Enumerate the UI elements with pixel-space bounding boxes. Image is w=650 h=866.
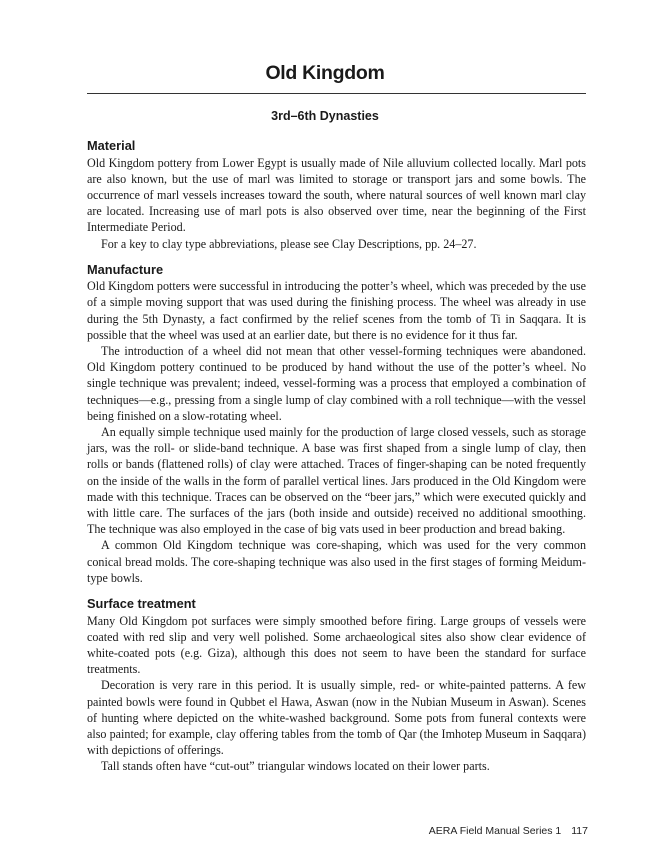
section-heading: Manufacture [87,261,164,277]
page-footer [429,825,588,837]
paragraph: Old Kingdom potters were successful in introducing the potter’s wheel, which was preceded by the use of a simple moving support that was used during the finishing process. The wheel was already in use during the 5th Dynasty, a fact confirmed by the relief scenes from the tomb of Ti in Saqqara. It is possible that the wheel was used at an earlier date, but there is no evidence for it thus far. [87,279,586,342]
paragraph: The introduction of a wheel did not mean that other vessel-forming techniques were abandoned. Old Kingdom pottery continued to be produced by hand without the use of the potter’s wheel. No single technique was prevalent; indeed, vessel-forming was a process that employed a combination of techniques—e.g., pressing from a single lump of clay combined with a roll technique—with the vessel being finished on a slow-rotating wheel. [87,344,586,423]
paragraph: Tall stands often have “cut-out” triangular windows located on their lower parts. [101,759,490,774]
page-number: 117 [571,825,588,837]
paragraph: A common Old Kingdom technique was core-shaping, which was used for the very common conical bread molds. The core-shaping technique was also used in the first stages of forming Meidum-type bowls. [87,538,586,585]
section-surface-treatment [87,596,586,775]
body-text [87,138,586,775]
section-material [87,138,586,252]
paragraph: Old Kingdom pottery from Lower Egypt is usually made of Nile alluvium collected locally. Marl pots are also known, but the use of marl was limited to storage or transport jars and some bowls. The occurrence of marl vessels increases toward the south, where natural sources of well known marl clay are located. Increasing use of marl pots is also observed over time, near the beginning of the First Intermediate Period. [87,155,586,235]
section-heading: Material [87,138,136,153]
paragraph: For a key to clay type abbreviations, please see Clay Descriptions, pp. 24–27. [101,236,477,251]
page-subtitle: 3rd–6th Dynasties [271,109,379,123]
series-name: AERA Field Manual Series 1 [428,825,562,837]
page-title: Old Kingdom [265,62,385,84]
section-manufacture [87,262,586,586]
title-rule [87,93,586,94]
paragraph: An equally simple technique used mainly for the production of large closed vessels, such as storage jars, was the roll- or slide-band technique. A base was first shaped from a single lump of clay, then rolls or bands (flattened rolls) of clay were attached. Traces of finger-shaping can be noted frequently on the inside of the walls in the form of parallel vertical lines. Jars produced in the Old Kingdom were made with this technique. Traces can be observed on the “beer jars,” which were executed quickly and with little care. The surfaces of the jars (both inside and outside) received no additional smoothing. The technique was also employed in the case of big vats used in beer production and bread baking. [87,425,586,537]
paragraph: Many Old Kingdom pot surfaces were simply smoothed before firing. Large groups of vessels were coated with red slip and very well polished. Some archaeological sites also show clear evidence of white-coated pots (e.g. Giza), although this does not seem to have been the standard for surface treatments. [87,613,586,677]
paragraph: Decoration is very rare in this period. It is usually simple, red- or white-painted patterns. A few painted bowls were found in Qubbet el Hawa, Aswan (now in the Nubian Museum in Aswan). Scenes of hunting where depicted on the white-washed background. Some pots from funeral contexts were also painted; for example, clay offering tables from the tomb of Qar (the Imhotep Museum in Saqqara) with depictions of offerings. [87,678,586,758]
section-heading: Surface treatment [87,596,196,612]
